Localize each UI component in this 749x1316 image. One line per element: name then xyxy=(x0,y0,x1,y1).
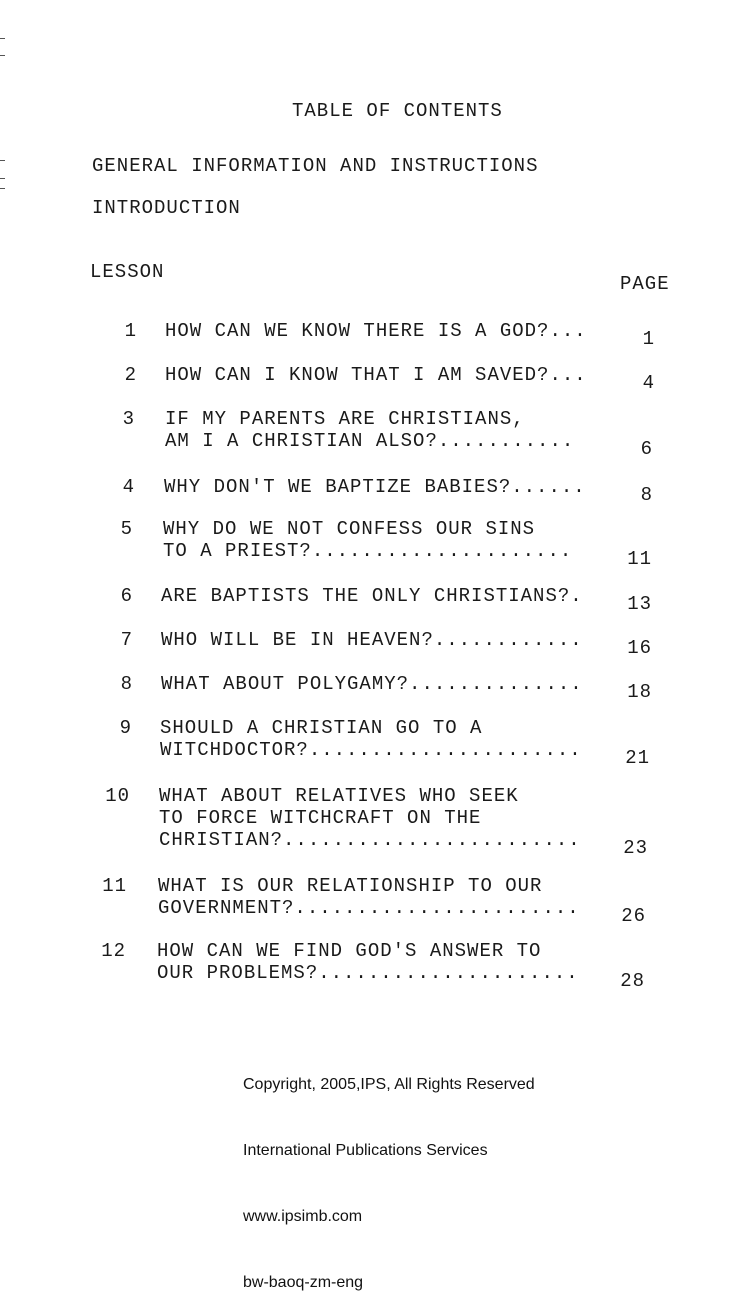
lesson-page-number: 23 xyxy=(623,837,648,859)
lesson-page-number: 18 xyxy=(627,681,652,703)
lesson-page-number: 21 xyxy=(625,747,650,769)
document-code-line: bw-baoq-zm-eng xyxy=(243,1274,364,1291)
lesson-number: 2 xyxy=(124,364,137,386)
copyright-block xyxy=(243,1030,535,1316)
lesson-title-line: WHAT ABOUT POLYGAMY?.............. xyxy=(161,673,583,695)
lesson-title-line: TO A PRIEST?..................... xyxy=(163,540,573,562)
lesson-title-line: GOVERNMENT?....................... xyxy=(158,897,580,919)
lesson-page-number: 11 xyxy=(627,548,652,570)
lesson-number: 7 xyxy=(120,629,133,651)
lesson-number: 11 xyxy=(102,875,127,897)
lesson-title-line: TO FORCE WITCHCRAFT ON THE xyxy=(159,807,482,829)
lesson-title-line: CHRISTIAN?........................ xyxy=(159,829,581,851)
lesson-title-line: OUR PROBLEMS?..................... xyxy=(157,962,579,984)
lesson-title-line: WHY DO WE NOT CONFESS OUR SINS xyxy=(163,518,536,540)
lesson-column-label: LESSON xyxy=(90,261,165,283)
lesson-title-line: HOW CAN I KNOW THAT I AM SAVED?... xyxy=(165,364,587,386)
lesson-page-number: 4 xyxy=(642,372,655,394)
lesson-number: 6 xyxy=(120,585,133,607)
section-general-information: GENERAL INFORMATION AND INSTRUCTIONS xyxy=(92,155,539,177)
lesson-title-line: WHO WILL BE IN HEAVEN?............ xyxy=(161,629,583,651)
lesson-title-line: HOW CAN WE KNOW THERE IS A GOD?... xyxy=(165,320,587,342)
lesson-number: 12 xyxy=(101,940,126,962)
lesson-page-number: 1 xyxy=(642,328,655,350)
lesson-page-number: 13 xyxy=(627,593,652,615)
lesson-number: 3 xyxy=(122,408,135,430)
section-introduction: INTRODUCTION xyxy=(92,197,241,219)
lesson-title-line: IF MY PARENTS ARE CHRISTIANS, xyxy=(165,408,525,430)
lesson-page-number: 28 xyxy=(620,970,645,992)
lesson-title-line: AM I A CHRISTIAN ALSO?........... xyxy=(165,430,575,452)
lesson-number: 4 xyxy=(122,476,135,498)
page-title: TABLE OF CONTENTS xyxy=(292,100,503,122)
lesson-number: 5 xyxy=(120,518,133,540)
lesson-number: 1 xyxy=(124,320,137,342)
lesson-title-line: WHAT ABOUT RELATIVES WHO SEEK xyxy=(159,785,519,807)
lesson-title-line: WHAT IS OUR RELATIONSHIP TO OUR xyxy=(158,875,543,897)
lesson-title-line: SHOULD A CHRISTIAN GO TO A xyxy=(160,717,483,739)
lesson-number: 8 xyxy=(120,673,133,695)
lesson-title-line: WHY DON'T WE BAPTIZE BABIES?...... xyxy=(164,476,586,498)
publisher-line: International Publications Services xyxy=(243,1142,488,1159)
lesson-number: 10 xyxy=(105,785,130,807)
page-column-label: PAGE xyxy=(620,273,670,295)
lesson-title-line: ARE BAPTISTS THE ONLY CHRISTIANS?. xyxy=(161,585,583,607)
lesson-page-number: 6 xyxy=(640,438,653,460)
lesson-number: 9 xyxy=(119,717,132,739)
lesson-title-line: HOW CAN WE FIND GOD'S ANSWER TO xyxy=(157,940,542,962)
lesson-page-number: 16 xyxy=(627,637,652,659)
lesson-page-number: 8 xyxy=(640,484,653,506)
lesson-page-number: 26 xyxy=(621,905,646,927)
lesson-title-line: WITCHDOCTOR?...................... xyxy=(160,739,582,761)
website-line: www.ipsimb.com xyxy=(243,1208,363,1225)
copyright-line: Copyright, 2005,IPS, All Rights Reserved xyxy=(243,1076,535,1093)
